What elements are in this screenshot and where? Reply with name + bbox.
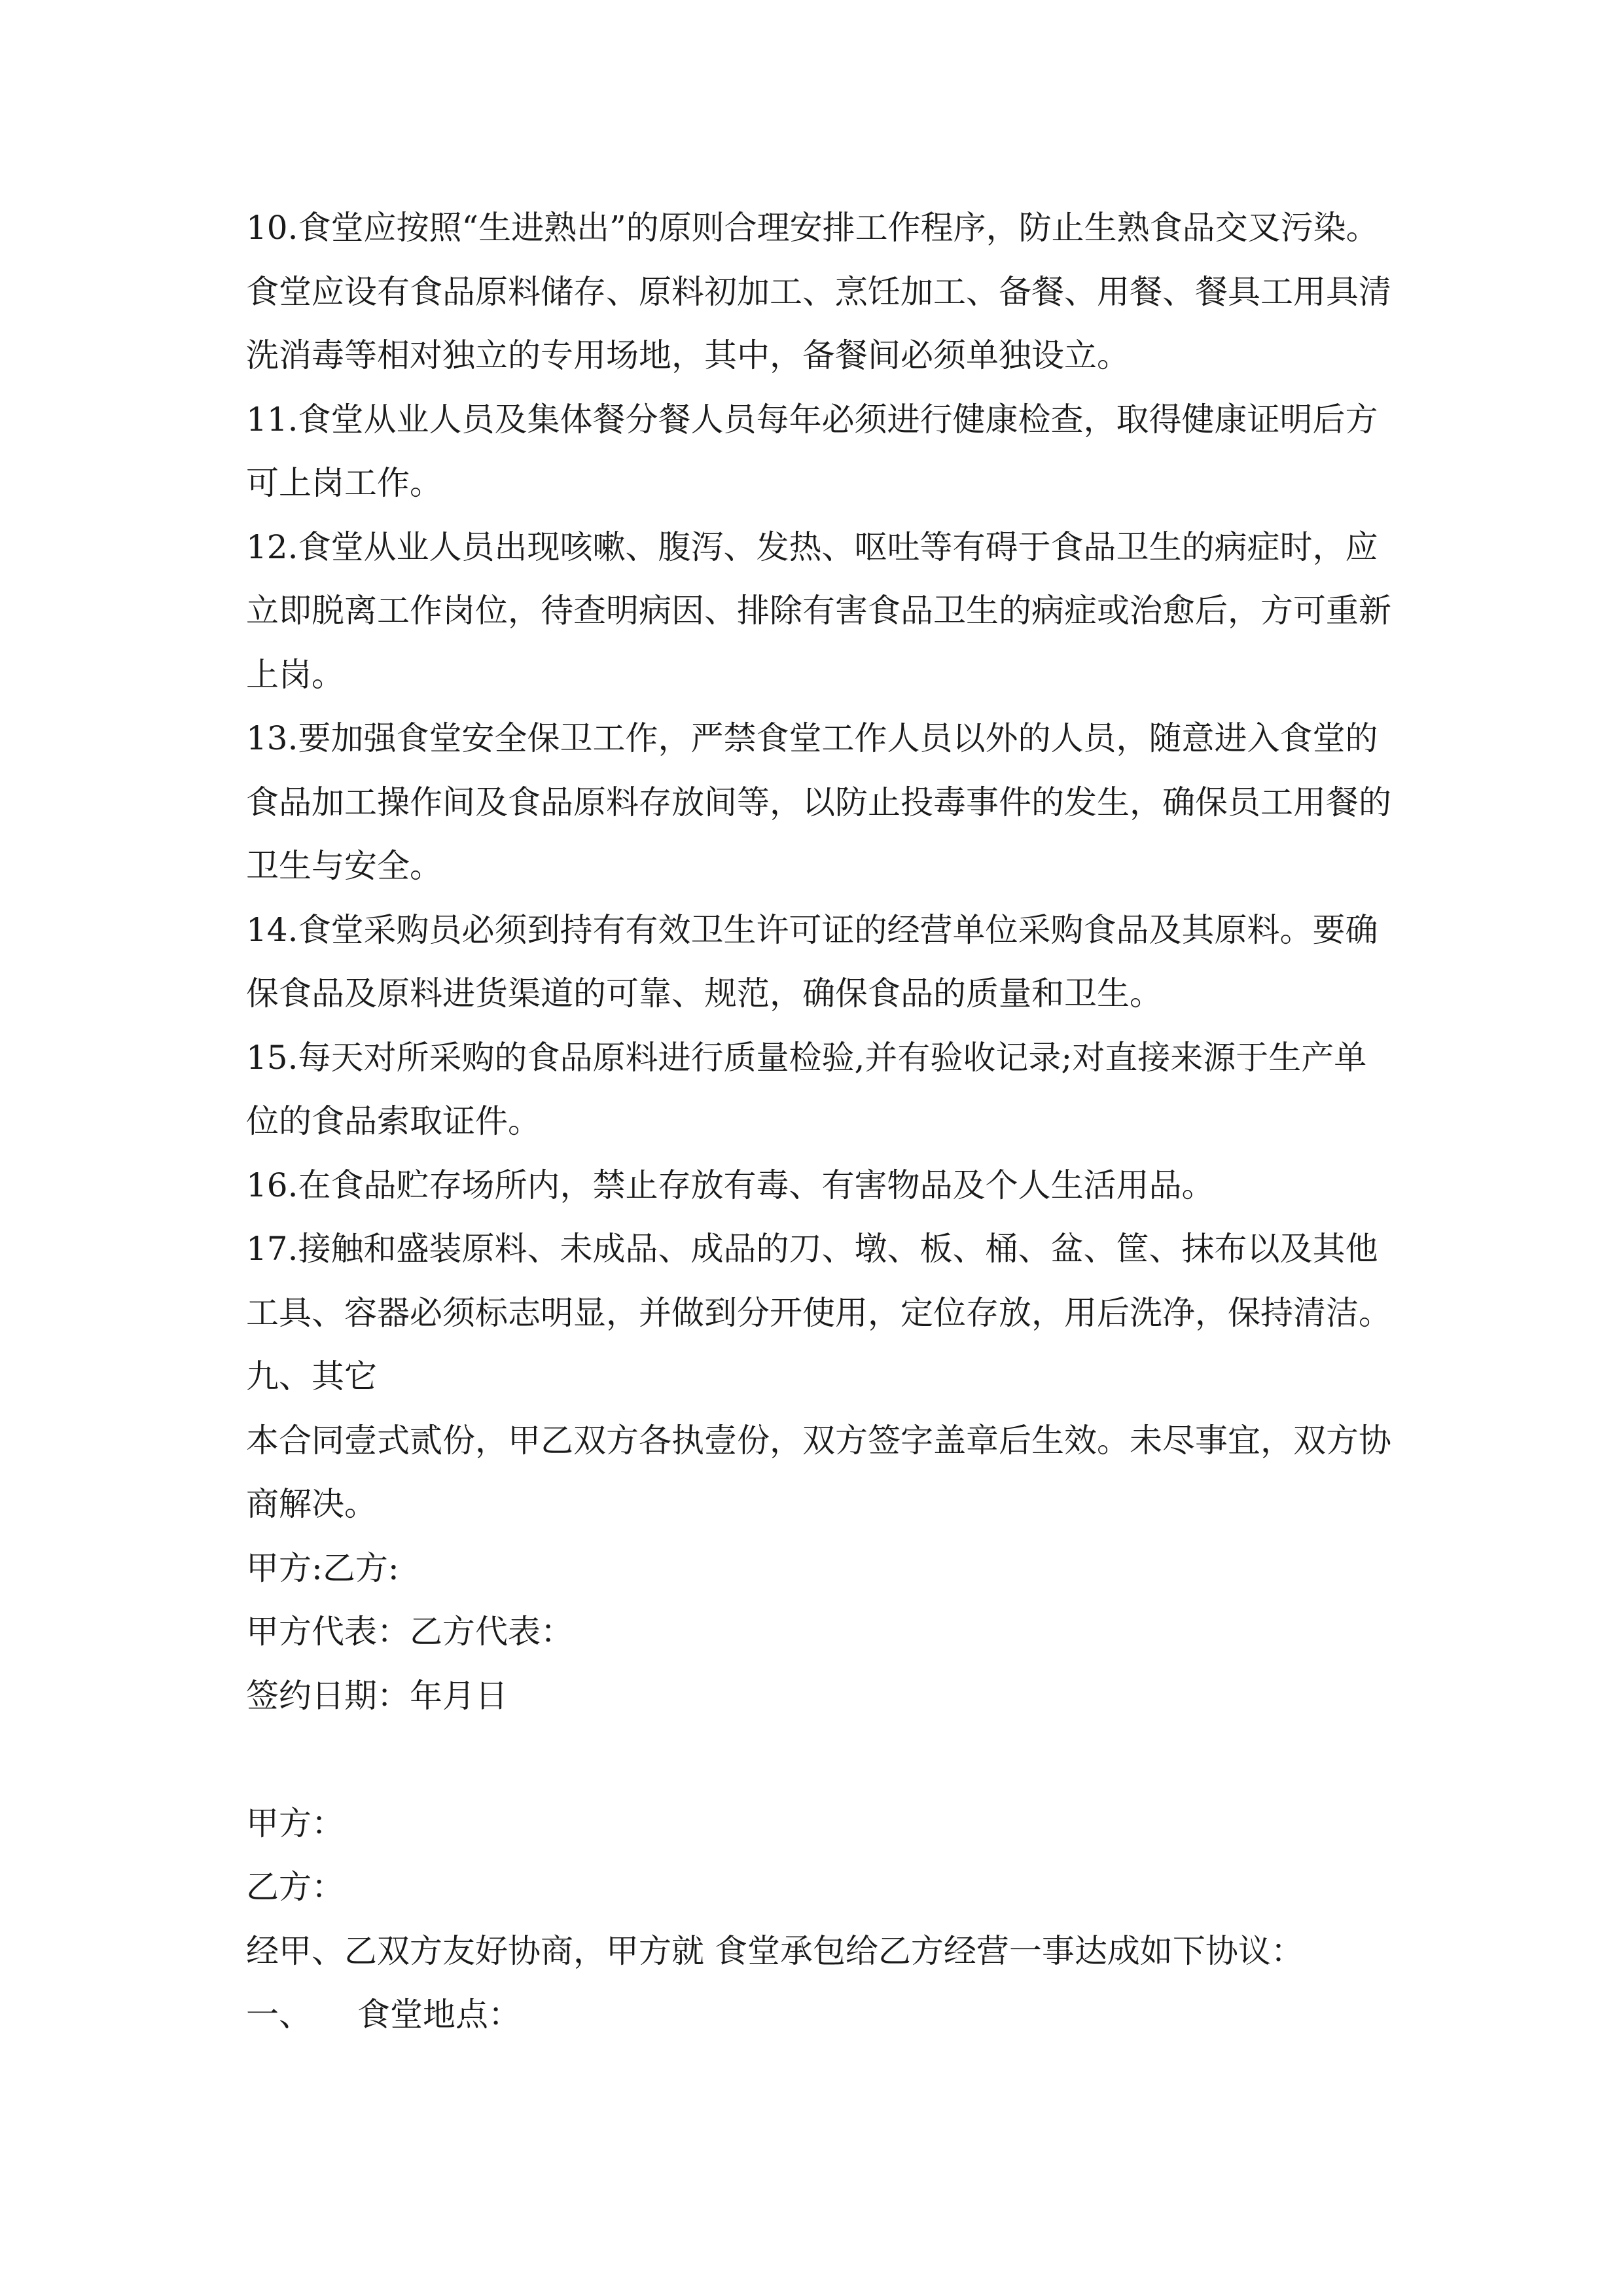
text-line: 11.食堂从业人员及集体餐分餐人员每年必须进行健康检查，取得健康证明后方 <box>246 400 1378 439</box>
section-heading: 九、其它 <box>246 1357 377 1395</box>
document-body <box>246 196 1398 2047</box>
text-line: 食堂应设有食品原料储存、原料初加工、烹饪加工、备餐、用餐、餐具工用具清 <box>246 272 1391 311</box>
party-a-line: 甲方： <box>246 1804 344 1842</box>
text-line: 本合同壹式贰份，甲乙双方各执壹份，双方签字盖章后生效。未尽事宜，双方协 <box>246 1421 1391 1460</box>
text-line: 洗消毒等相对独立的专用场地，其中，备餐间必须单独设立。 <box>246 336 1130 374</box>
text-line: 13.要加强食堂安全保卫工作，严禁食堂工作人员以外的人员，随意进入食堂的 <box>246 719 1378 757</box>
text-line: 立即脱离工作岗位，待查明病因、排除有害食品卫生的病症或治愈后，方可重新 <box>246 592 1391 630</box>
text-line: 16.在食品贮存场所内，禁止存放有毒、有害物品及个人生活用品。 <box>246 1166 1215 1204</box>
section-title: 食堂地点： <box>357 1996 521 2034</box>
party-b-line: 乙方： <box>246 1868 344 1906</box>
text-line: 17.接触和盛装原料、未成品、成品的刀、墩、板、桶、盆、筐、抹布以及其他 <box>246 1230 1378 1268</box>
text-line: 14.食堂采购员必须到持有有效卫生许可证的经营单位采购食品及其原料。要确 <box>246 910 1378 949</box>
signature-party-line: 甲方:乙方: <box>246 1549 399 1587</box>
text-line: 卫生与安全。 <box>246 847 442 885</box>
text-line: 工具、容器必须标志明显，并做到分开使用，定位存放，用后洗净，保持清洁。 <box>246 1293 1391 1332</box>
text-line: 保食品及原料进货渠道的可靠、规范，确保食品的质量和卫生。 <box>246 975 1162 1013</box>
text-line: 上岗。 <box>246 655 344 694</box>
blank-gap <box>246 1728 1398 1792</box>
signature-representative-line: 甲方代表：乙方代表： <box>246 1613 573 1651</box>
text-line: 位的食品索取证件。 <box>246 1102 541 1140</box>
section-number: 一、 <box>246 1996 312 2034</box>
text-line: 商解决。 <box>246 1485 377 1523</box>
text-line: 12.食堂从业人员出现咳嗽、腹泻、发热、呕吐等有碍于食品卫生的病症时，应 <box>246 528 1378 566</box>
text-line: 15.每天对所采购的食品原料进行质量检验,并有验收记录;对直接来源于生产单 <box>246 1038 1367 1077</box>
text-line: 10.食堂应按照“生进熟出”的原则合理安排工作程序，防止生熟食品交叉污染。 <box>246 209 1379 247</box>
text-line: 可上岗工作。 <box>246 464 442 502</box>
section-heading <box>246 1983 1398 2047</box>
signature-date-line: 签约日期：年月日 <box>246 1676 508 1715</box>
text-line: 食品加工操作间及食品原料存放间等，以防止投毒事件的发生，确保员工用餐的 <box>246 783 1391 821</box>
agreement-intro-line: 经甲、乙双方友好协商，甲方就 食堂承包给乙方经营一事达成如下协议： <box>246 1931 1304 1970</box>
